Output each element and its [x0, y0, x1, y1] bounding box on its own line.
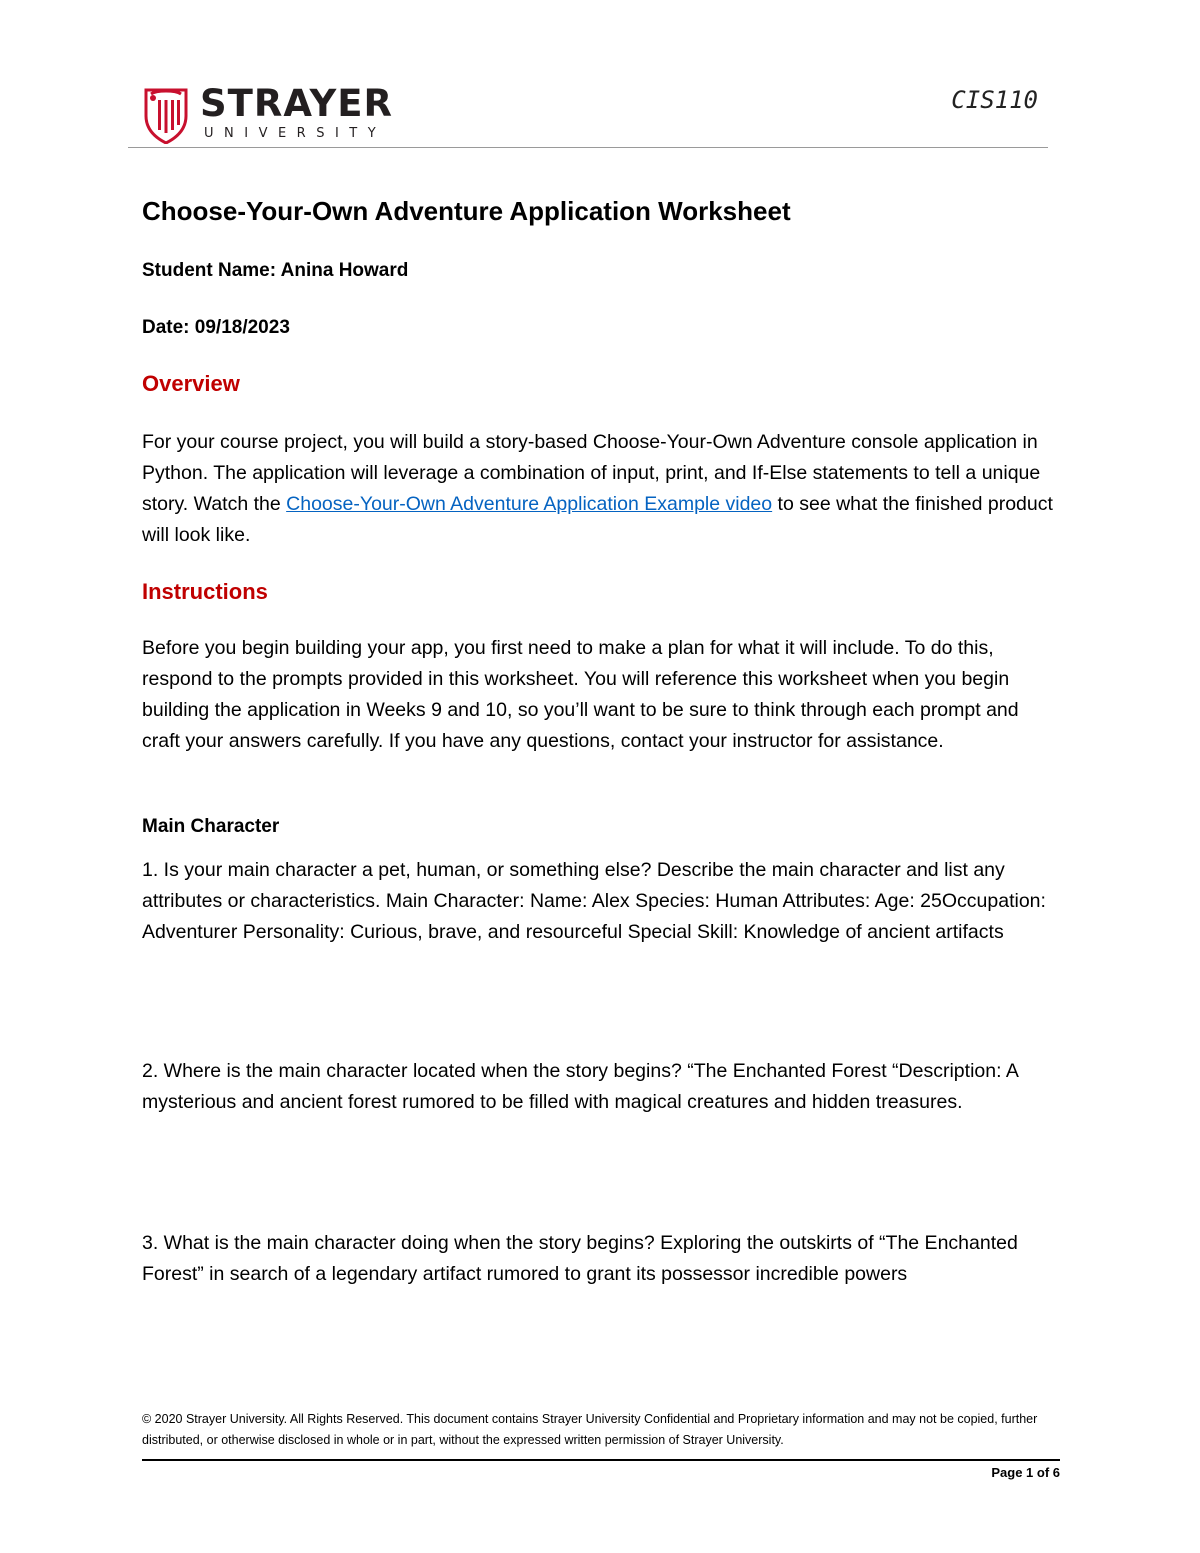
question-1: 1. Is your main character a pet, human, or something else? Describe the main character and list any attributes or characteristics. Main Character: Name: Alex Species: Human Attributes: Age: 25Occupation: Adventurer Personality: Curious, brave, and resourceful Special Skill: Knowledge of ancient artifacts — [142, 859, 1046, 943]
question-2: 2. Where is the main character located when the story begins? “The Enchanted Forest “Description: A mysterious and ancient forest rumored to be filled with magical creatures and hidden treasures. — [142, 1060, 1018, 1113]
overview-heading: Overview — [142, 371, 240, 396]
instructions-paragraph: Before you begin building your app, you first need to make a plan for what it will include. To do this, respond to the prompts provided in this worksheet. You will reference this worksheet when you begin building the application in Weeks 9 and 10, so you’ll want to be sure to think through each prompt and craft your answers carefully. If you have any questions, contact your instructor for assistance. — [142, 637, 1019, 752]
overview-text-after: to see what the finished product will look like. — [142, 493, 1053, 546]
footer-divider — [142, 1459, 1060, 1461]
header-divider — [128, 147, 1048, 148]
overview-text-before: For your course project, you will build a story-based Choose-Your-Own Adventure console application in Python. The application will leverage a combination of input, print, and If-Else statements to tell a unique story. Watch the — [142, 431, 1041, 515]
instructions-heading: Instructions — [142, 579, 268, 604]
overview-paragraph — [142, 427, 1057, 551]
copyright-notice: © 2020 Strayer University. All Rights Reserved. This document contains Strayer University Confidential and Proprietary information and may not be copied, further distributed, or otherwise disclosed in whole or in part, without the expressed written permission of Strayer University. — [142, 1412, 1038, 1447]
student-name: Student Name: Anina Howard — [142, 260, 409, 281]
date-field: Date: 09/18/2023 — [142, 317, 290, 338]
main-character-heading: Main Character — [142, 816, 280, 837]
logo-wordmark: STRAYER — [200, 82, 394, 125]
document-title: Choose-Your-Own Adventure Application Worksheet — [142, 196, 791, 226]
question-3: 3. What is the main character doing when the story begins? Exploring the outskirts of “The Enchanted Forest” in search of a legendary artifact rumored to grant its possessor incredible powers — [142, 1232, 1018, 1285]
example-video-link[interactable]: Choose-Your-Own Adventure Application Example video — [286, 493, 773, 515]
strayer-logo — [143, 82, 394, 146]
shield-icon — [143, 86, 189, 144]
page-number: Page 1 of 6 — [991, 1465, 1060, 1480]
logo-subtitle: UNIVERSITY — [204, 126, 387, 141]
course-code: CIS110 — [951, 86, 1038, 114]
